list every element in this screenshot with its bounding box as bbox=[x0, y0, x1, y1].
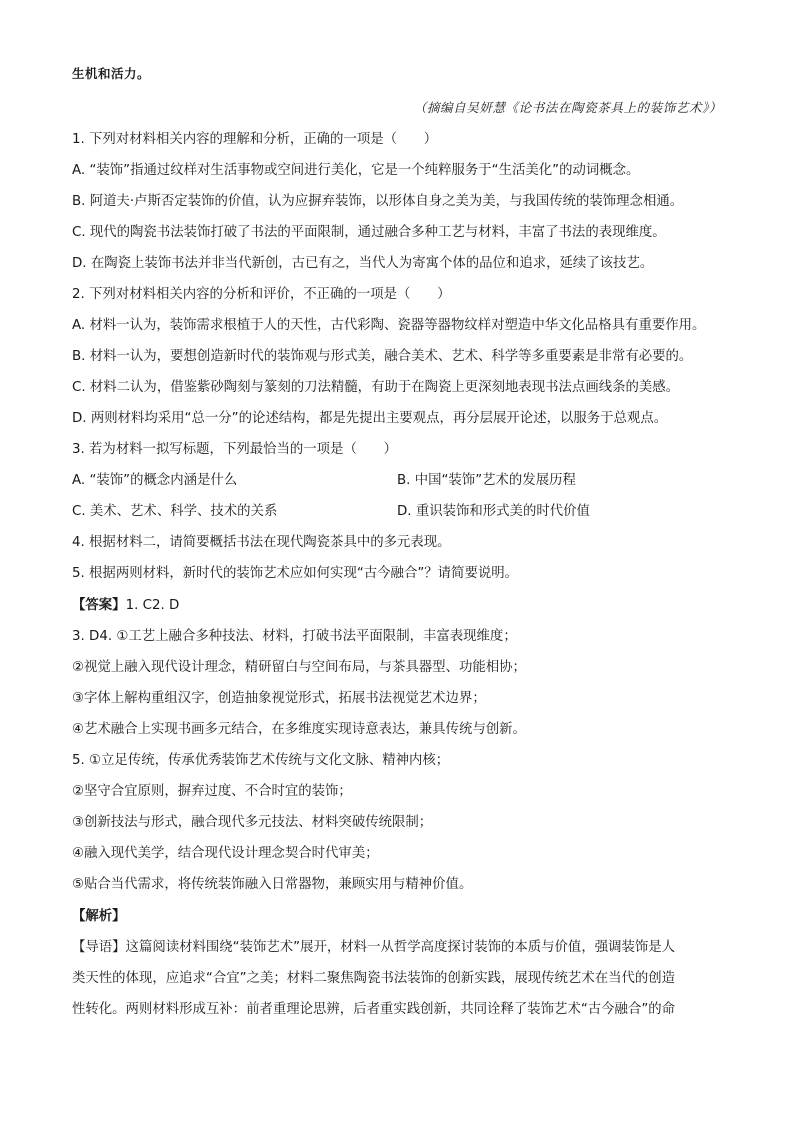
question-3-option-a: A. “装饰”的概念内涵是什么 bbox=[72, 473, 238, 488]
source-citation: （摘编自吴妍慧《论书法在陶瓷茶具上的装饰艺术》） bbox=[413, 100, 722, 115]
question-4-stem: 4. 根据材料二，请简要概括书法在现代陶瓷茶具中的多元表现。 bbox=[72, 535, 451, 550]
question-1-option-b: B. 阿道夫·卢斯否定装饰的价值，认为应摒弃装饰，以形体自身之美为美，与我国传统的装饰理念相通。 bbox=[72, 194, 684, 209]
analysis-line-2: 类天性的体现，应追求“合宜”之美；材料二聚焦陶瓷书法装饰的创新实践，展现传统艺术在当代的创造 bbox=[72, 971, 676, 986]
answer-q4-line-4: ④艺术融合上实现书画多元结合，在多维度实现诗意表达，兼具传统与创新。 bbox=[72, 722, 526, 737]
question-3-stem: 3. 若为材料一拟写标题，下列最恰当的一项是（ ） bbox=[72, 442, 398, 457]
answer-line bbox=[72, 596, 732, 616]
analysis-line-3: 性转化。两则材料形成互补：前者重理论思辨，后者重实践创新，共同诠释了装饰艺术“古今融合”的命 bbox=[72, 1002, 676, 1017]
question-3-option-d: D. 重识装饰和形式美的时代价值 bbox=[397, 504, 590, 519]
answer-q5-line-5: ⑤贴合当代需求，将传统装饰融入日常器物，兼顾实用与精神价值。 bbox=[72, 877, 473, 892]
analysis-line-1: 【导语】这篇阅读材料围绕“装饰艺术”展开，材料一从哲学高度探讨装饰的本质与价值，强调装饰是人 bbox=[72, 940, 676, 955]
question-2-option-a: A. 材料一认为，装饰需求根植于人的天性，古代彩陶、瓷器等器物纹样对塑造中华文化品格具有重要作用。 bbox=[72, 318, 706, 333]
question-2-option-b: B. 材料一认为，要想创造新时代的装饰观与形式美，融合美术、艺术、科学等多重要素是非常有必要的。 bbox=[72, 349, 693, 364]
answer-q5-line-2: ②坚守合宜原则，摒弃过度、不合时宜的装饰； bbox=[72, 784, 352, 799]
question-1-option-d: D. 在陶瓷上装饰书法并非当代新创，古已有之，当代人为寄寓个体的品位和追求，延续了该技艺。 bbox=[72, 256, 654, 271]
answer-label: 【答案】 bbox=[72, 598, 126, 613]
question-1-stem: 1. 下列对材料相关内容的理解和分析，正确的一项是（ ） bbox=[72, 132, 438, 147]
answer-q5-line-4: ④融入现代美学，结合现代设计理念契合时代审美； bbox=[72, 846, 379, 861]
question-2-option-c: C. 材料二认为，借鉴紫砂陶刻与篆刻的刀法精髓，有助于在陶瓷上更深刻地表现书法点画线条的美感。 bbox=[72, 380, 680, 395]
answer-first: 1. C2. D bbox=[125, 598, 180, 613]
question-5-stem: 5. 根据两则材料，新时代的装饰艺术应如何实现“古今融合”？请简要说明。 bbox=[72, 566, 519, 581]
answer-q4-line-1: 3. D4. ①工艺上融合多种技法、材料，打破书法平面限制，丰富表现维度； bbox=[72, 629, 517, 644]
answer-q5-line-3: ③创新技法与形式，融合现代多元技法、材料突破传统限制； bbox=[72, 815, 433, 830]
question-3-option-c: C. 美术、艺术、科学、技术的关系 bbox=[72, 504, 278, 519]
question-2-option-d: D. 两则材料均采用“总一分”的论述结构，都是先提出主要观点，再分层展开论述，以服务于总观点。 bbox=[72, 411, 668, 426]
question-1-option-c: C. 现代的陶瓷书法装饰打破了书法的平面限制，通过融合多种工艺与材料，丰富了书法的表现维度。 bbox=[72, 225, 666, 240]
question-3-option-b: B. 中国“装饰”艺术的发展历程 bbox=[397, 473, 576, 488]
question-1-option-a: A. “装饰”指通过纹样对生活事物或空间进行美化，它是一个纯粹服务于“生活美化”的动词概念。 bbox=[72, 163, 640, 178]
answer-q4-line-2: ②视觉上融入现代设计理念，精研留白与空间布局，与茶具器型、功能相协； bbox=[72, 660, 526, 675]
answer-q5-line-1: 5. ①立足传统，传承优秀装饰艺术传统与文化文脉、精神内核； bbox=[72, 753, 450, 768]
answer-q4-line-3: ③字体上解构重组汉字，创造抽象视觉形式，拓展书法视觉艺术边界； bbox=[72, 691, 486, 706]
question-2-stem: 2. 下列对材料相关内容的分析和评价，不正确的一项是（ ） bbox=[72, 287, 451, 302]
intro-tail: 生机和活力。 bbox=[72, 66, 151, 81]
analysis-label: 【解析】 bbox=[72, 909, 126, 924]
